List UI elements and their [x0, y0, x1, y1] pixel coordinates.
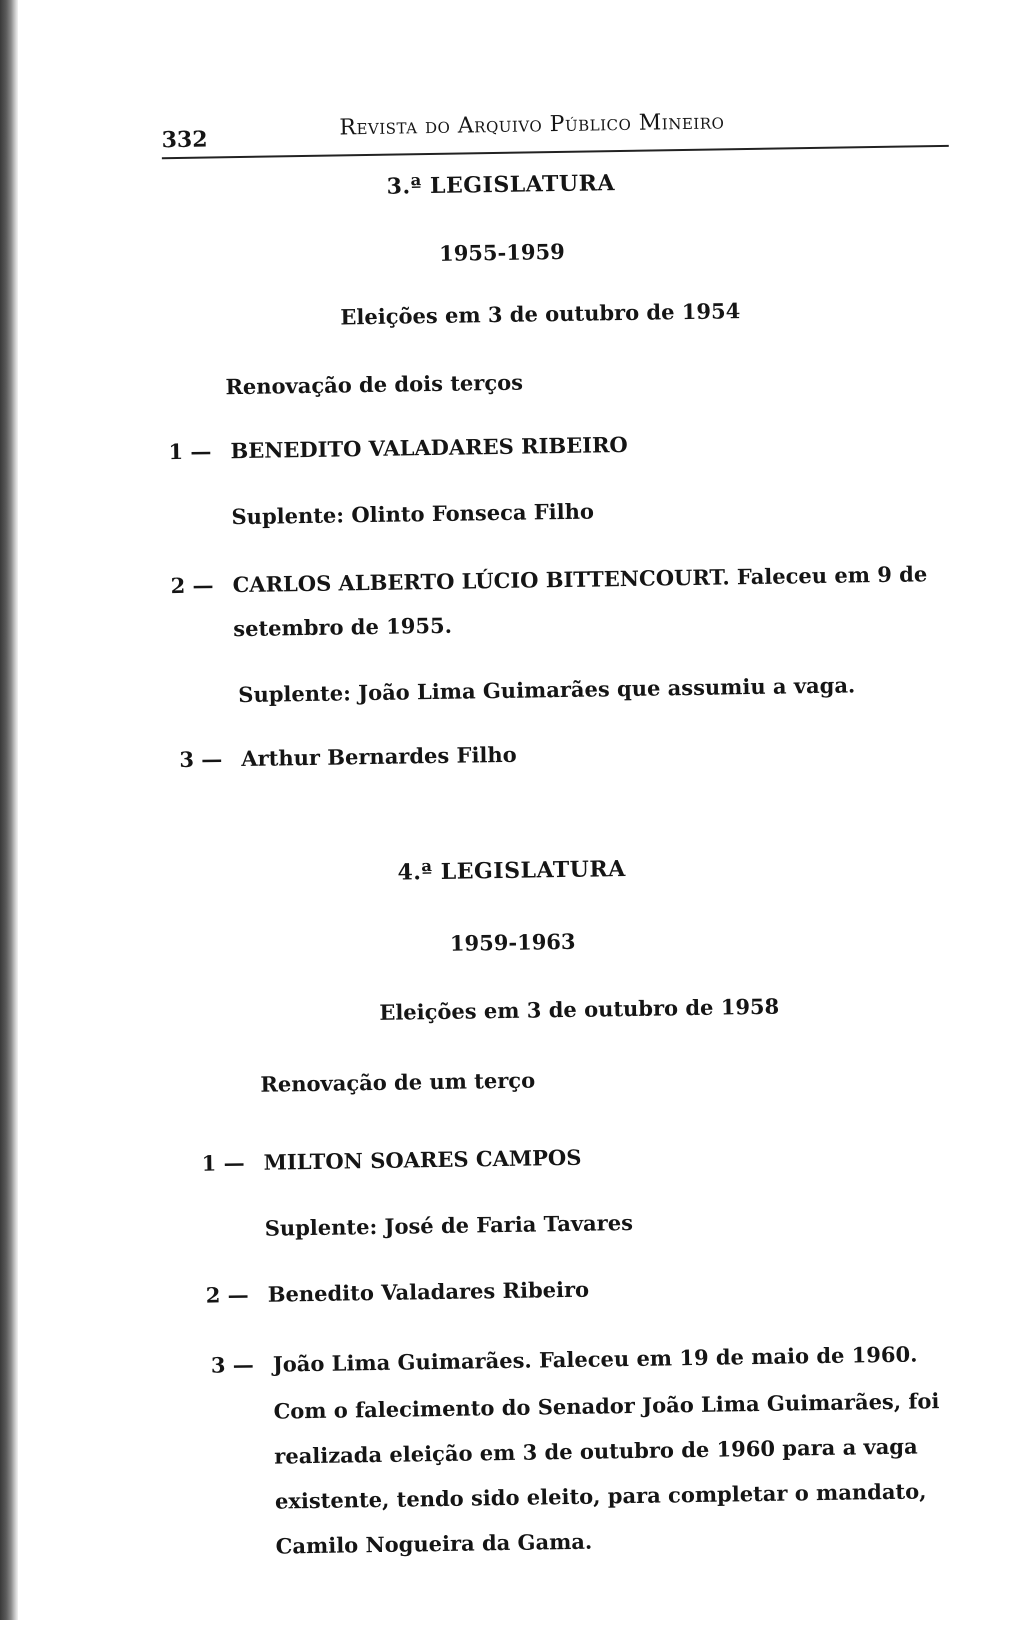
- page-number: 332: [161, 126, 208, 154]
- section-renewal: Renovação de um terço: [260, 1067, 536, 1097]
- item-text: MILTON SOARES CAMPOS: [263, 1144, 582, 1175]
- item-continuation: setembro de 1955.: [233, 612, 453, 642]
- item-number: 1 —: [168, 438, 212, 465]
- list-item: [206, 1277, 590, 1308]
- list-item: [201, 1145, 581, 1176]
- item-substitute: Suplente: José de Faria Tavares: [264, 1209, 634, 1241]
- running-head: Revista do Arquivo Público Mineiro: [339, 109, 725, 141]
- item-number: 2 —: [205, 1282, 249, 1308]
- item-text: CARLOS ALBERTO LÚCIO BITTENCOURT. Faleceu em 9 de: [232, 561, 928, 598]
- item-text: BENEDITO VALADARES RIBEIRO: [230, 431, 628, 464]
- section-elections: Eleições em 3 de outubro de 1958: [379, 993, 780, 1025]
- section-renewal: Renovação de dois terços: [225, 369, 524, 400]
- item-note: Com o falecimento do Senador João Lima Guimarães, foi realizada eleição em 3 de outubro de 1960 para a vaga existente, tendo sido eleito, para completar o mandato, Camilo Nogueira da Gama.: [273, 1388, 940, 1559]
- item-number: 3 —: [210, 1351, 254, 1378]
- list-item: [168, 432, 628, 464]
- list-item: [170, 561, 927, 598]
- section-years: 1955-1959: [438, 238, 565, 266]
- item-number: 1 —: [201, 1150, 245, 1176]
- item-text: Benedito Valadares Ribeiro: [267, 1276, 590, 1307]
- item-substitute: Suplente: Olinto Fonseca Filho: [231, 498, 595, 530]
- item-text: João Lima Guimarães. Faleceu em 19 de maio de 1960.: [272, 1341, 918, 1377]
- section-years: 1959-1963: [449, 928, 576, 956]
- section-title: 4.ª LEGISLATURA: [397, 856, 626, 886]
- item-substitute: Suplente: João Lima Guimarães que assumiu a vaga.: [238, 672, 856, 708]
- item-number: 3 —: [179, 746, 223, 773]
- list-item: [211, 1342, 918, 1378]
- section-title: 3.ª LEGISLATURA: [386, 170, 616, 200]
- item-text: Arthur Bernardes Filho: [241, 741, 517, 772]
- section-elections: Eleições em 3 de outubro de 1954: [340, 298, 741, 330]
- list-item: [179, 742, 517, 772]
- header-rule: [162, 145, 949, 159]
- item-number: 2 —: [170, 572, 214, 599]
